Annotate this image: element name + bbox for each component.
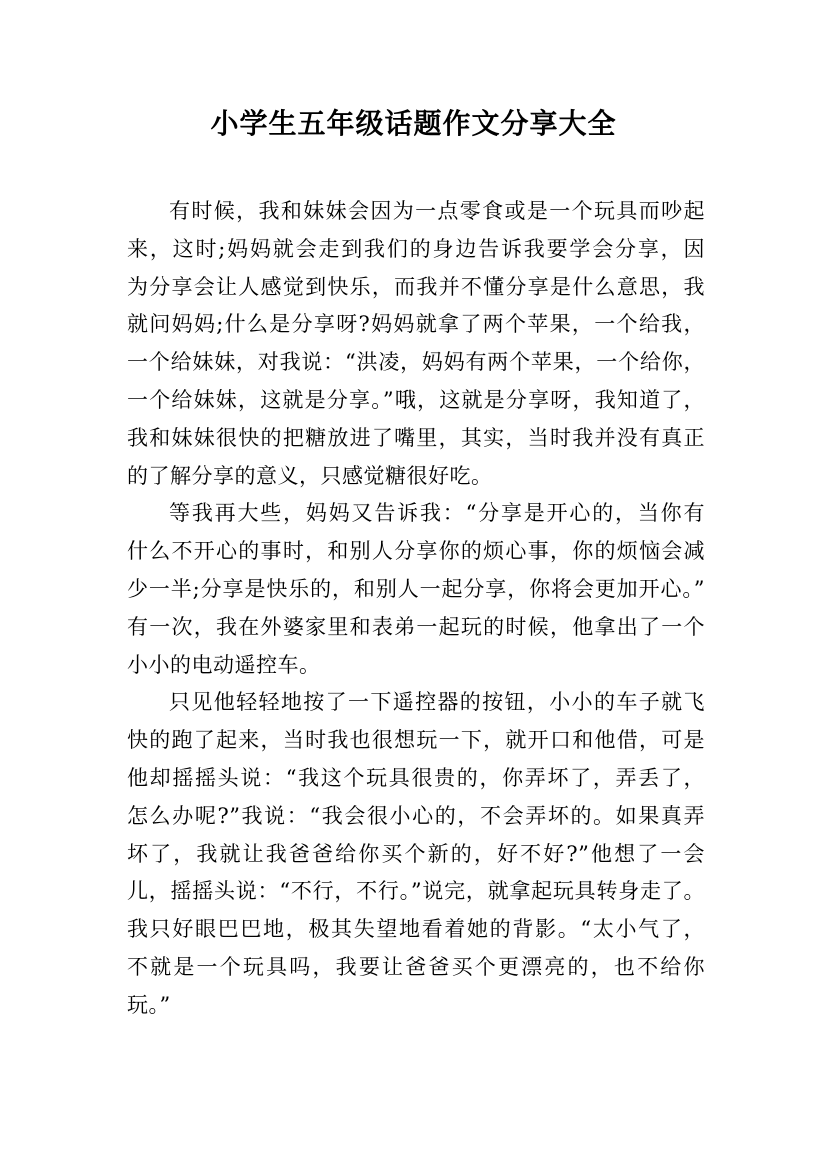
paragraph-1-line-6: 一个给妹妹，这就是分享。”哦，这就是分享呀，我知道了， (127, 387, 705, 412)
paragraph-2-line-3: 少一半;分享是快乐的，和别人一起分享，你将会更加开心。” (127, 576, 705, 601)
paragraph-3-line-4: 怎么办呢?”我说：“我会很小心的，不会弄坏的。如果真弄 (127, 803, 705, 828)
paragraph-2-line-4: 有一次，我在外婆家里和表弟一起玩的时候，他拿出了一个 (127, 614, 705, 639)
paragraph-1-line-8: 的了解分享的意义，只感觉糖很好吃。 (127, 463, 493, 488)
document-title: 小学生五年级话题作文分享大全 (210, 107, 617, 140)
paragraph-3-line-2: 快的跑了起来，当时我也很想玩一下，就开口和他借，可是 (127, 728, 705, 753)
paragraph-3-line-7: 我只好眼巴巴地，极其失望地看着她的背影。“太小气了， (127, 917, 705, 942)
paragraph-1-line-1: 有时候，我和妹妹会因为一点零食或是一个玩具而吵起 (169, 199, 705, 223)
paragraph-3-line-8: 不就是一个玩具吗，我要让爸爸买个更漂亮的，也不给你 (127, 954, 705, 979)
paragraph-1-line-2: 来，这时;妈妈就会走到我们的身边告诉我要学会分享，因 (127, 236, 705, 261)
paragraph-1-line-3: 为分享会让人感觉到快乐，而我并不懂分享是什么意思，我 (127, 274, 705, 299)
paragraph-1-line-7: 我和妹妹很快的把糖放进了嘴里，其实，当时我并没有真正 (127, 425, 705, 450)
document-body (127, 193, 705, 1025)
paragraph-1-line-5: 一个给妹妹，对我说：“洪凌，妈妈有两个苹果，一个给你， (127, 350, 705, 375)
paragraph-3-line-5: 坏了，我就让我爸爸给你买个新的，好不好?”他想了一会 (127, 841, 705, 866)
paragraph-3-line-1: 只见他轻轻地按了一下遥控器的按钮，小小的车子就飞 (169, 690, 705, 715)
paragraph-3-line-3: 他却摇摇头说：“我这个玩具很贵的，你弄坏了，弄丢了， (127, 765, 705, 790)
paragraph-3-line-6: 儿，摇摇头说：“不行，不行。”说完，就拿起玩具转身走了。 (127, 879, 705, 904)
paragraph-2-line-5: 小小的电动遥控车。 (127, 652, 321, 677)
paragraph-1-line-4: 就问妈妈;什么是分享呀?妈妈就拿了两个苹果，一个给我， (127, 312, 705, 337)
paragraph-3-line-9: 玩。” (127, 992, 171, 1017)
paragraph-2-line-2: 什么不开心的事时，和别人分享你的烦心事，你的烦恼会减 (127, 539, 705, 564)
paragraph-2-line-1: 等我再大些，妈妈又告诉我：“分享是开心的，当你有 (169, 501, 705, 526)
